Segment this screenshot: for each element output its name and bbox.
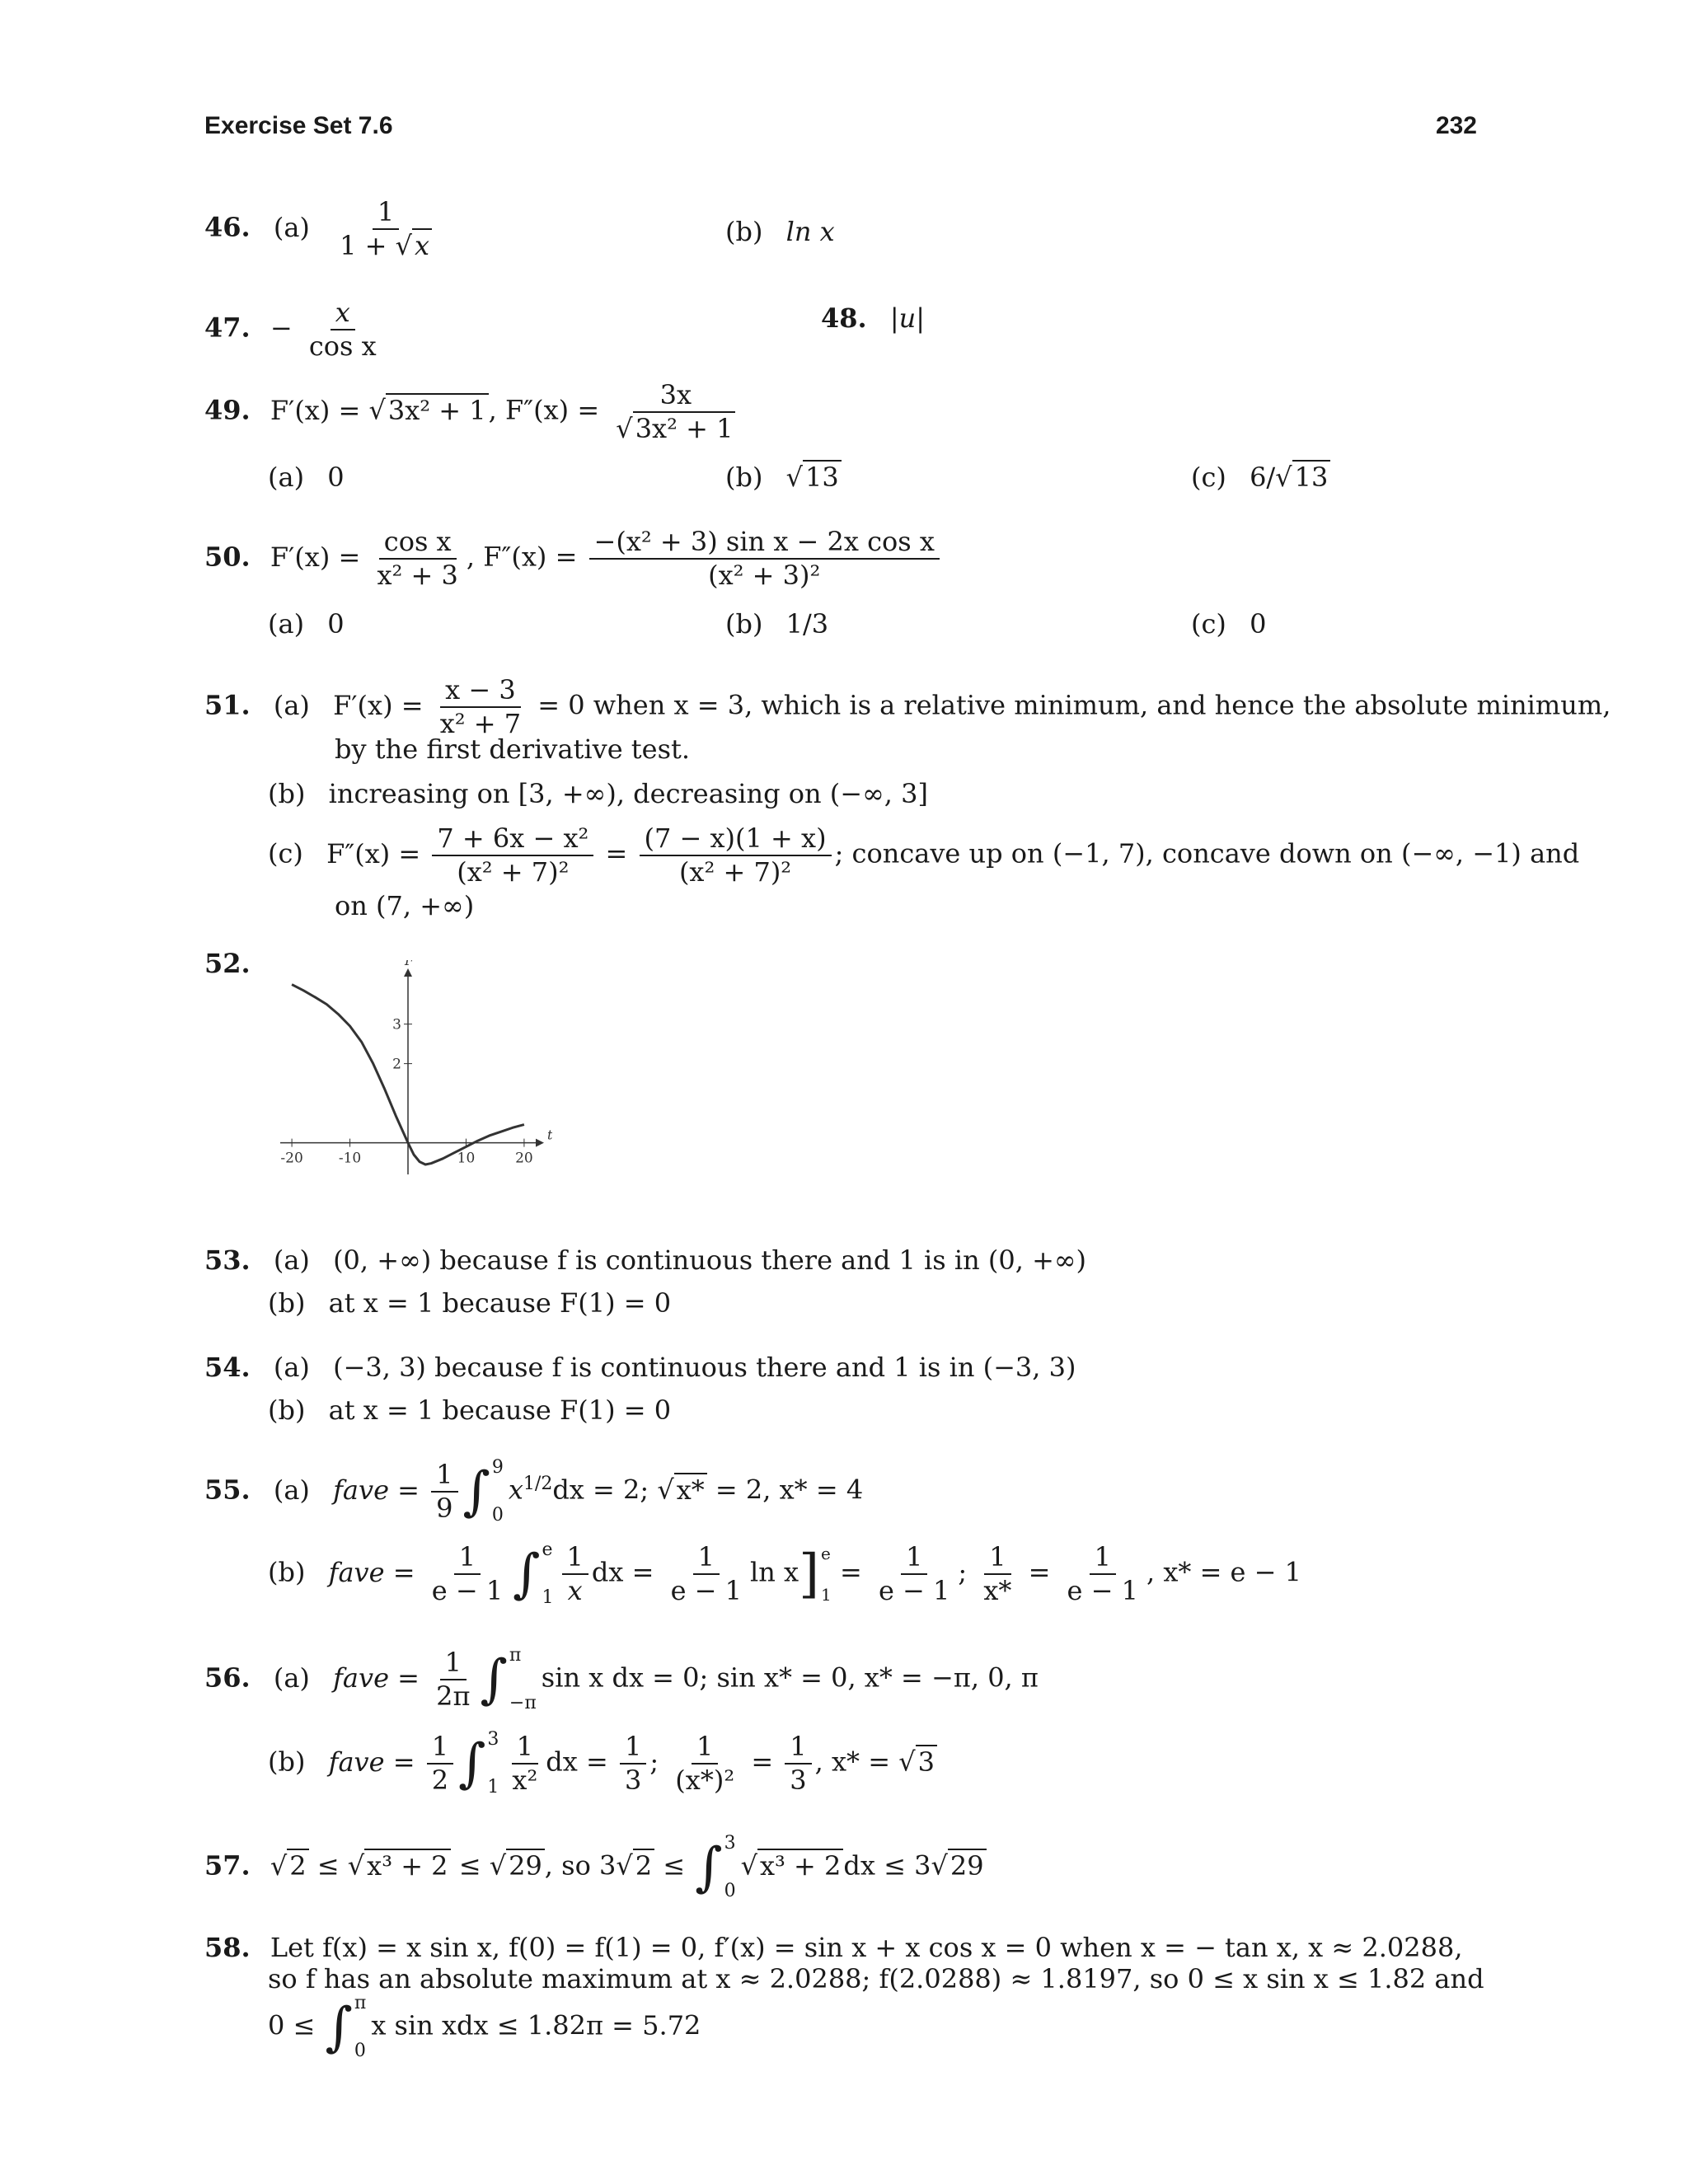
- problem-label: 51.: [204, 689, 251, 721]
- problem-label: 49.: [204, 394, 251, 426]
- problem-label: 50.: [204, 541, 251, 573]
- x-axis-label: t: [547, 1127, 552, 1143]
- integral-sign: ∫: [325, 1997, 353, 2058]
- problem-50a: (a) 0: [268, 608, 345, 640]
- y-tick-label: 2: [392, 1056, 401, 1073]
- fraction: $\frac{x}{\text{cos x}}$: [308, 297, 377, 363]
- answer: |u|: [889, 302, 926, 334]
- problem-label: 53.: [204, 1244, 251, 1276]
- problem-55b: (b) fave = $\frac{1}{e - 1}$ ∫ e 1 $\frac{1}{x}$ dx = $\frac{1}{e - 1}$ ln x] e 1 = $\frac{1}{e - 1}$ ; $\frac{1}{x*}$ = $\frac{1}{e - 1}$ , x* = e − 1: [268, 1540, 1301, 1608]
- problem-49b: (b) √13: [725, 462, 842, 493]
- problem-50b: (b) 1/3: [725, 608, 829, 640]
- problem-51a-cont: by the first derivative test.: [335, 733, 691, 765]
- problem-49a: (a) 0: [268, 462, 345, 493]
- problem-46: [204, 198, 440, 260]
- problem-50: 50. F′(x) = $\frac{\text{cos x}}{\text{x² + 3}}$ , F″(x) = $\frac{\text{−(x² + 3) sin x − 2x cos x}}{\text{(x² + 3)²}}$: [204, 527, 943, 590]
- problem-label: 57.: [204, 1849, 251, 1882]
- line-chart: [272, 960, 552, 1199]
- problem-label: 48.: [821, 302, 867, 334]
- problem-label: 54.: [204, 1352, 251, 1383]
- problem-54a: 54. (a) (−3, 3) because f is continuous there and 1 is in (−3, 3): [204, 1352, 1076, 1383]
- problem-54b: (b) at x = 1 because F(1) = 0: [268, 1394, 672, 1426]
- problem-47: 47. − $\frac{x}{\text{cos x}}$: [204, 298, 385, 361]
- problem-53a: 53. (a) (0, +∞) because f is continuous there and 1 is in (0, +∞): [204, 1244, 1087, 1276]
- problem-50c: (c) 0: [1191, 608, 1267, 640]
- problem-53b: (b) at x = 1 because F(1) = 0: [268, 1287, 672, 1319]
- problem-label: 56.: [204, 1661, 251, 1694]
- x-tick-label: 20: [515, 1150, 533, 1167]
- page-header: [204, 112, 1477, 145]
- integral-sign: ∫: [480, 1649, 508, 1710]
- fraction: $\frac{\text{cos x}}{\text{x² + 3}}$: [377, 526, 458, 592]
- part-label: (a): [273, 211, 310, 243]
- problem-label: 52.: [204, 948, 251, 979]
- problem-52: [204, 948, 251, 979]
- y-axis-label: F: [405, 960, 415, 968]
- problem-label: 55.: [204, 1474, 251, 1506]
- answer: ln x: [785, 216, 835, 247]
- part-label: (b): [725, 216, 763, 247]
- fraction: $\frac{\text{7 + 6x − x²}}{\text{(x² + 7)²}}$: [432, 824, 593, 887]
- integral-sign: ∫: [462, 1461, 490, 1522]
- problem-51b: (b) increasing on [3, +∞), decreasing on (−∞, 3]: [268, 778, 928, 809]
- problem-55a: 55. (a) fave = $\frac{1}{9}$ ∫ 9 0 $x^{1/2}dx = 2$; √x* = 2, x* = 4: [204, 1457, 864, 1526]
- problem-58: 58. Let f(x) = x sin x, f(0) = f(1) = 0, f′(x) = sin x + x cos x = 0 when x = − tan x, x ≈ 2.0288,: [204, 1932, 1463, 1963]
- problem-label: 47.: [204, 312, 251, 344]
- fraction: $\frac{3x}{\text{√3x² + 1}}$: [611, 381, 740, 443]
- y-tick-label: 3: [392, 1016, 401, 1033]
- problem-51c-cont: on (7, +∞): [335, 890, 475, 921]
- problem-label: 58.: [204, 1932, 251, 1963]
- integral-sign: ∫: [458, 1733, 486, 1794]
- problem-48: [821, 302, 925, 334]
- fraction: $\frac{(7 - x)(1 + x)}{\text{(x² + 7)²}}$: [640, 824, 832, 887]
- page-title: Exercise Set 7.6: [204, 112, 393, 139]
- problem-56a: 56. (a) fave = $\frac{1}{2\pi}$ ∫ π −π sin x dx = 0; sin x* = 0, x* = −π, 0, π: [204, 1645, 1039, 1713]
- problem-label: 46.: [204, 211, 251, 243]
- problem-58-line3: 0 ≤ ∫ π 0 x sin xdx ≤ 1.82π = 5.72: [268, 1993, 701, 2061]
- fraction: $\frac{\text{−(x² + 3) sin x − 2x cos x}}{\text{(x² + 3)²}}$: [589, 527, 940, 590]
- fraction: $\frac{1}{9}$: [431, 1460, 457, 1523]
- x-axis-arrow: [536, 1139, 544, 1147]
- problem-58-line2: so f has an absolute maximum at x ≈ 2.0288; f(2.0288) ≈ 1.8197, so 0 ≤ x sin x ≤ 1.82 and: [268, 1963, 1484, 1994]
- problem-46b: [725, 216, 835, 247]
- page-number: 232: [1435, 112, 1477, 139]
- problem-49: 49. F′(x) = √3x² + 1, F″(x) = $\frac{3x}{\text{√3x² + 1}}$: [204, 381, 743, 443]
- x-tick-label: -20: [280, 1150, 303, 1167]
- fraction: $\frac{1}{1 + √x}$: [335, 198, 437, 260]
- problem-51c: (c) F″(x) = $\frac{\text{7 + 6x − x²}}{\text{(x² + 7)²}}$ = $\frac{(7 - x)(1 + x)}{\text{(x² + 7)²}}$ ; concave up on (−1, 7), concave down on (−∞, −1) and: [268, 823, 1580, 888]
- problem-51a: 51. (a) F′(x) = $\frac{x - 3}{\text{x² + 7}}$ = 0 when x = 3, which is a relative minimum, and hence the absolute minimum,: [204, 674, 1611, 740]
- graph-52: [272, 960, 552, 1206]
- y-axis-arrow: [404, 968, 412, 977]
- problem-56b: (b) fave = $\frac{1}{2}$ ∫ 3 1 $\frac{1}{\text{x²}}$ dx = $\frac{1}{3}$ ; $\frac{1}{\text{(x*)²}}$ = $\frac{1}{3}$ , x* = √3: [268, 1731, 937, 1797]
- x-tick-label: -10: [338, 1150, 362, 1167]
- x-tick-label: 10: [457, 1150, 476, 1167]
- integral-sign: ∫: [695, 1837, 723, 1898]
- fraction: $\frac{x - 3}{\text{x² + 7}}$: [439, 674, 522, 740]
- problem-49c: (c) 6/√13: [1191, 462, 1330, 493]
- problem-57: 57. √2 ≤ √x³ + 2 ≤ √29, so 3√2 ≤ ∫ 3 0 √x³ + 2dx ≤ 3√29: [204, 1835, 987, 1900]
- integral-sign: ∫: [513, 1544, 541, 1605]
